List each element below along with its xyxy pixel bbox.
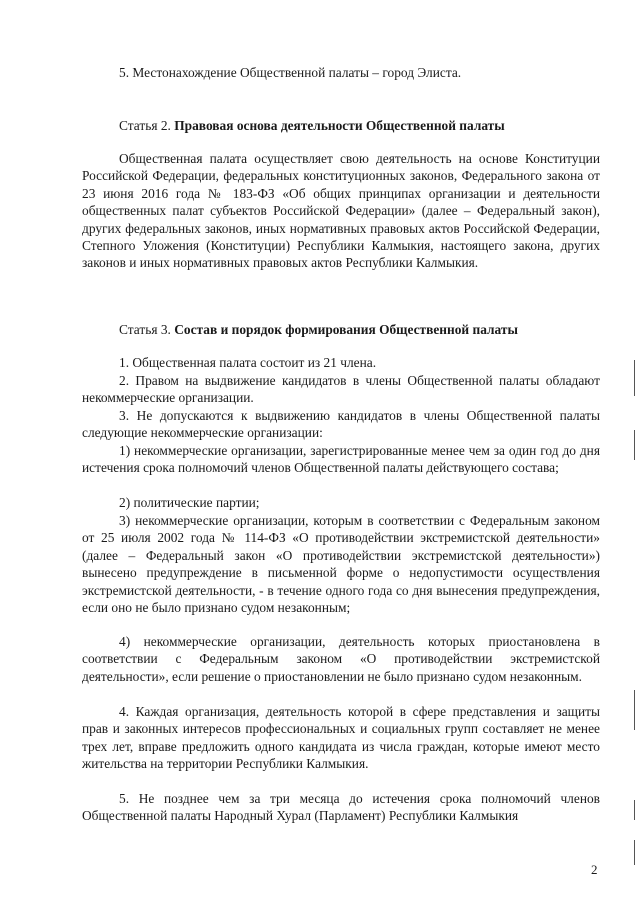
page-number: 2 bbox=[591, 862, 598, 877]
article3-prefix: Статья 3. bbox=[119, 322, 171, 337]
top-line: 5. Местонахождение Общественной палаты – город Элиста. bbox=[119, 65, 462, 80]
paragraph: 3) некоммерческие организации, которым в соответствии с Федеральным законом от 25 июля 2002 года № 114-ФЗ «О противодействии экстремистской деятельности» (далее – Федеральный закон «О противодействии экстремистской деятельности») вынесено предупреждение в письменной форме о недопустимости осуществления экстремистской деятельности, - в течение одного года со дня вынесения предупреждения, если оно не было признано судом незаконным; bbox=[82, 513, 600, 616]
paragraph: 4) некоммерческие организации, деятельность которых приостановлена в соответствии с Федеральным законом «О противодействии экстремистской деятельности», если решение о приостановлении не было признано судом незаконным. bbox=[82, 634, 600, 684]
paragraph: 2. Правом на выдвижение кандидатов в члены Общественной палаты обладают некоммерческие организации. bbox=[82, 373, 600, 406]
article2-title: Правовая основа деятельности Общественной палаты bbox=[174, 118, 505, 133]
paragraph: 3. Не допускаются к выдвижению кандидатов в члены Общественной палаты следующие некоммерческие организации: bbox=[82, 408, 600, 441]
scan-edge-mark bbox=[634, 430, 635, 460]
paragraph: 2) политические партии; bbox=[119, 495, 260, 510]
scan-edge-mark bbox=[634, 800, 635, 820]
article2-text: Общественная палата осуществляет свою деятельность на основе Конституции Российской Федерации, федеральных конституционных законов, Федерального закона от 23 июня 2016 года № 183-ФЗ «Об общих принципах организации и деятельности общественных палат субъектов Российской Федерации» (далее – Федеральный закон), других федеральных законов, иных нормативных правовых актов Российской Федерации, Степного Уложения (Конституции) Республики Калмыкия, настоящего закона, других законов и иных нормативных правовых актов Республики Калмыкия. bbox=[82, 151, 600, 271]
scan-edge-mark bbox=[634, 360, 635, 396]
paragraph: 5. Не позднее чем за три месяца до истечения срока полномочий членов Общественной палаты Народный Хурал (Парламент) Республики Калмыкия bbox=[82, 791, 600, 824]
article2-prefix: Статья 2. bbox=[119, 118, 171, 133]
article2-heading bbox=[119, 117, 505, 134]
article3-title: Состав и порядок формирования Общественной палаты bbox=[174, 322, 518, 337]
article3-heading bbox=[119, 321, 518, 338]
scan-edge-mark bbox=[634, 840, 635, 865]
scan-edge-mark bbox=[634, 690, 635, 730]
paragraph: 1) некоммерческие организации, зарегистрированные менее чем за один год до дня истечения срока полномочий членов Общественной палаты действующего состава; bbox=[82, 443, 600, 476]
paragraph: 1. Общественная палата состоит из 21 члена. bbox=[119, 355, 377, 370]
paragraph: 4. Каждая организация, деятельность которой в сфере представления и защиты прав и законных интересов профессиональных и социальных групп составляет не менее трех лет, вправе предложить одного кандидата из числа граждан, которые имеют место жительства на территории Республики Калмыкия. bbox=[82, 704, 600, 772]
